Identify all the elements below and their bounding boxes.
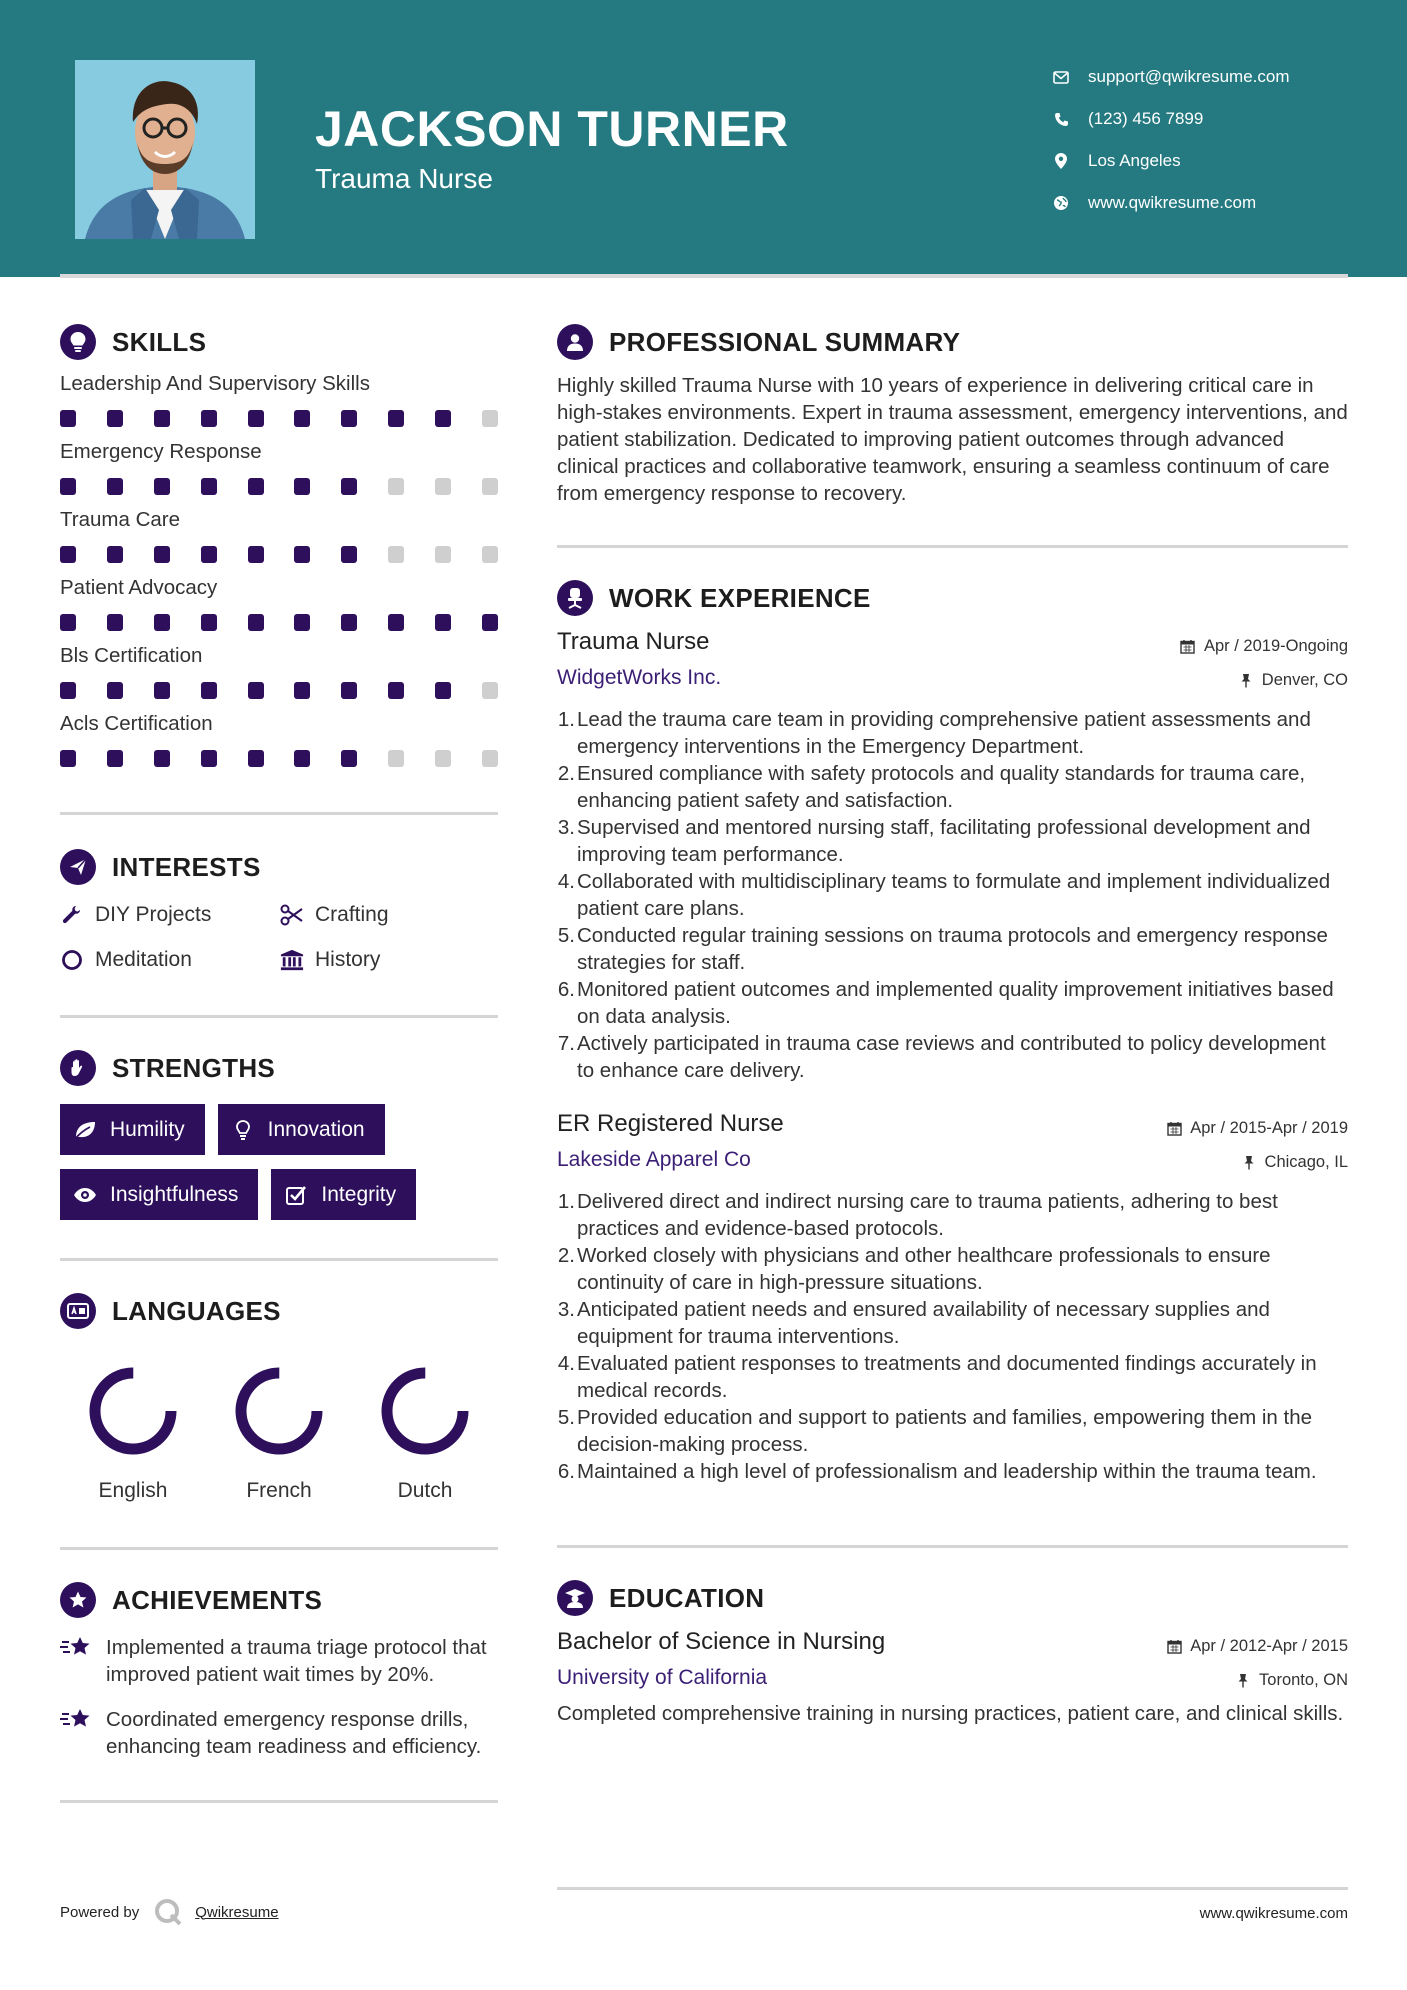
skills-heading <box>60 322 498 362</box>
profile-photo <box>75 60 255 239</box>
job-subheader <box>557 666 1348 690</box>
achievements-title: ACHIEVEMENTS <box>112 1584 323 1615</box>
skill-name: Patient Advocacy <box>60 576 218 599</box>
job-entry <box>557 628 1348 1084</box>
bullet-number: 4. <box>557 1352 575 1375</box>
job-bullet <box>557 1030 1348 1084</box>
bullet-number: 3. <box>557 816 575 839</box>
interest-label: Meditation <box>95 947 192 971</box>
paper-plane-icon <box>60 849 96 885</box>
contact-website[interactable] <box>1050 182 1290 224</box>
rating-dot-filled <box>60 614 76 631</box>
flying-star-icon <box>60 1706 94 1734</box>
bullet-number: 1. <box>557 708 575 731</box>
rating-dot-filled <box>341 750 357 767</box>
rating-dot-filled <box>248 478 264 495</box>
rating-dot-filled <box>154 750 170 767</box>
lightbulb-icon <box>230 1117 256 1143</box>
education-title: EDUCATION <box>609 1582 765 1613</box>
rating-dot-filled <box>388 682 404 699</box>
languages-heading <box>60 1291 498 1331</box>
job-bullet <box>557 760 1348 814</box>
rating-dot-filled <box>482 614 498 631</box>
strength-tag <box>271 1169 416 1220</box>
rating-dot-filled <box>294 410 310 427</box>
language-progress-arc <box>387 1373 463 1449</box>
bullet-text: Supervised and mentored nursing staff, facilitating professional development and improving team performance. <box>577 816 1311 866</box>
candidate-title: Trauma Nurse <box>315 163 493 194</box>
rating-dot-filled <box>107 682 123 699</box>
achievements-heading <box>60 1580 498 1620</box>
job-bullet <box>557 1404 1348 1458</box>
skill-rating <box>60 410 498 430</box>
section-divider <box>60 1258 498 1261</box>
rating-dot-filled <box>154 614 170 631</box>
skill-item <box>60 712 498 770</box>
achievement-text: Implemented a trauma triage protocol that improved patient wait times by 20%. <box>106 1636 487 1686</box>
job-title: ER Registered Nurse <box>557 1110 784 1137</box>
achievement-item <box>60 1706 498 1760</box>
rating-dot-filled <box>341 614 357 631</box>
check-square-icon <box>283 1182 309 1208</box>
interest-label: Crafting <box>315 902 389 926</box>
job-header <box>557 628 1348 656</box>
skill-rating <box>60 614 498 634</box>
interest-label: History <box>315 947 381 971</box>
map-pin-icon <box>1050 150 1072 172</box>
bullet-text: Worked closely with physicians and other healthcare professionals to ensure continuity of care in high-pressure situations. <box>577 1244 1271 1294</box>
education-heading <box>557 1578 1348 1618</box>
bullet-text: Actively participated in trauma case reviews and contributed to policy development to enhance care delivery. <box>577 1032 1326 1082</box>
header-divider <box>60 274 1348 278</box>
strengths-title: STRENGTHS <box>112 1052 276 1083</box>
contact-email[interactable] <box>1050 56 1290 98</box>
job-bullet <box>557 1242 1348 1296</box>
education-header <box>557 1628 1348 1656</box>
skills-list <box>60 372 498 770</box>
language-item <box>352 1361 498 1503</box>
rating-dot-filled <box>107 614 123 631</box>
job-bullet <box>557 1458 1348 1485</box>
envelope-icon <box>1050 66 1072 88</box>
summary-text: Highly skilled Trauma Nurse with 10 years of experience in delivering critical care in high-stakes environments. Expert in trauma assessment, emergency interventions, and patient stabilization. Dedicated to improving patient outcomes through advanced clinical practices and collaborative teamwork, ensuring a seamless continuum of care from emergency response to recovery. <box>557 374 1348 505</box>
job-bullets <box>557 706 1348 1084</box>
education-subheader <box>557 1666 1348 1690</box>
rating-dot-filled <box>388 614 404 631</box>
skills-title: SKILLS <box>112 326 207 357</box>
experience-heading <box>557 578 1348 618</box>
rating-dot-filled <box>341 682 357 699</box>
rating-dot-filled <box>294 546 310 563</box>
phone-icon <box>1050 108 1072 130</box>
interests-list <box>60 899 498 975</box>
hand-icon <box>60 1050 96 1086</box>
bullet-text: Conducted regular training sessions on trauma protocols and emergency response strategies for staff. <box>577 924 1328 974</box>
pushpin-icon <box>1238 673 1254 689</box>
bullet-text: Maintained a high level of professionalism and leadership within the trauma team. <box>577 1460 1317 1483</box>
strength-tag <box>60 1104 205 1155</box>
summary-title: PROFESSIONAL SUMMARY <box>609 326 961 357</box>
bullet-number: 3. <box>557 1298 575 1321</box>
rating-dot-filled <box>435 682 451 699</box>
rating-dot-empty <box>482 410 498 427</box>
right-column <box>557 322 1348 1727</box>
language-item <box>206 1361 352 1503</box>
contact-email-text: support@qwikresume.com <box>1088 67 1290 86</box>
rating-dot-filled <box>154 410 170 427</box>
rating-dot-filled <box>248 750 264 767</box>
bullet-number: 1. <box>557 1190 575 1213</box>
rating-dot-filled <box>341 546 357 563</box>
rating-dot-filled <box>341 410 357 427</box>
job-subheader <box>557 1148 1348 1172</box>
bullet-number: 2. <box>557 762 575 785</box>
interest-item <box>60 944 280 975</box>
language-progress-ring <box>375 1361 475 1461</box>
contact-location-text: Los Angeles <box>1088 151 1181 170</box>
degree-name: Bachelor of Science in Nursing <box>557 1628 886 1655</box>
job-bullet <box>557 868 1348 922</box>
interests-title: INTERESTS <box>112 851 261 882</box>
section-divider <box>60 1800 498 1803</box>
education-dates-text: Apr / 2012-Apr / 2015 <box>1190 1637 1348 1655</box>
skill-item <box>60 372 498 430</box>
rating-dot-empty <box>435 478 451 495</box>
skill-item <box>60 644 498 702</box>
rating-dot-filled <box>435 410 451 427</box>
rating-dot-filled <box>107 478 123 495</box>
company-name: Lakeside Apparel Co <box>557 1148 751 1171</box>
education-description: Completed comprehensive training in nursing practices, patient care, and clinical skills. <box>557 1702 1344 1725</box>
rating-dot-empty <box>435 546 451 563</box>
rating-dot-filled <box>154 682 170 699</box>
bullet-number: 5. <box>557 924 575 947</box>
rating-dot-filled <box>201 478 217 495</box>
rating-dot-filled <box>154 478 170 495</box>
left-column <box>60 322 498 1803</box>
rating-dot-filled <box>60 410 76 427</box>
education-location-text: Toronto, ON <box>1259 1671 1348 1689</box>
rating-dot-empty <box>435 750 451 767</box>
job-location <box>1241 1153 1348 1172</box>
interest-item <box>60 899 280 930</box>
pushpin-icon <box>1235 1673 1251 1689</box>
language-name: English <box>98 1479 168 1502</box>
strength-label: Insightfulness <box>110 1182 239 1206</box>
job-bullet <box>557 814 1348 868</box>
section-divider <box>557 1545 1348 1548</box>
bullet-text: Monitored patient outcomes and implemented quality improvement initiatives based on data analysis. <box>577 978 1334 1028</box>
skill-name: Bls Certification <box>60 644 203 667</box>
rating-dot-filled <box>60 682 76 699</box>
rating-dot-filled <box>107 750 123 767</box>
qwikresume-link[interactable]: Qwikresume <box>195 1903 279 1921</box>
achievement-text: Coordinated emergency response drills, enhancing team readiness and efficiency. <box>106 1708 482 1758</box>
job-bullet <box>557 1296 1348 1350</box>
rating-dot-filled <box>248 546 264 563</box>
job-bullet <box>557 706 1348 760</box>
job-entry <box>557 1110 1348 1485</box>
languages-title: LANGUAGES <box>112 1295 281 1326</box>
job-bullets <box>557 1188 1348 1485</box>
achievement-item <box>60 1634 498 1688</box>
experience-title: WORK EXPERIENCE <box>609 582 871 613</box>
rating-dot-empty <box>388 750 404 767</box>
wrench-icon <box>60 903 84 927</box>
skill-rating <box>60 546 498 566</box>
rating-dot-empty <box>482 750 498 767</box>
section-divider <box>557 545 1348 548</box>
rating-dot-filled <box>294 682 310 699</box>
strength-label: Integrity <box>321 1182 397 1206</box>
languages-list <box>60 1361 498 1503</box>
strength-label: Humility <box>110 1117 185 1141</box>
bullet-number: 2. <box>557 1244 575 1267</box>
strengths-list <box>60 1104 498 1220</box>
strengths-heading <box>60 1048 498 1088</box>
rating-dot-filled <box>107 410 123 427</box>
lightbulb-icon <box>60 324 96 360</box>
rating-dot-filled <box>154 546 170 563</box>
eye-icon <box>72 1182 98 1208</box>
job-header <box>557 1110 1348 1138</box>
job-dates <box>1180 637 1348 656</box>
interests-heading <box>60 847 498 887</box>
job-dates-text: Apr / 2015-Apr / 2019 <box>1190 1119 1348 1137</box>
calendar-icon <box>1166 1121 1182 1137</box>
job-bullet <box>557 1350 1348 1404</box>
skill-name: Emergency Response <box>60 440 262 463</box>
rating-dot-filled <box>248 682 264 699</box>
language-progress-arc <box>241 1373 317 1449</box>
job-title: Trauma Nurse <box>557 628 710 655</box>
bullet-number: 4. <box>557 870 575 893</box>
job-bullet <box>557 1188 1348 1242</box>
star-badge-icon <box>60 1582 96 1618</box>
rating-dot-empty <box>482 478 498 495</box>
footer-website[interactable]: www.qwikresume.com <box>1199 1905 1348 1922</box>
scissors-icon <box>280 903 304 927</box>
circle-icon <box>60 948 84 972</box>
section-divider <box>60 1015 498 1018</box>
contact-website-text: www.qwikresume.com <box>1088 193 1257 212</box>
skill-rating <box>60 682 498 702</box>
contact-location <box>1050 140 1290 182</box>
job-bullet <box>557 922 1348 976</box>
rating-dot-filled <box>201 614 217 631</box>
rating-dot-empty <box>482 682 498 699</box>
achievements-list <box>60 1634 498 1760</box>
calendar-icon <box>1166 1639 1182 1655</box>
bullet-text: Ensured compliance with safety protocols and quality standards for trauma care, enhancing patient safety and satisfaction. <box>577 762 1306 812</box>
contact-list <box>1050 56 1290 224</box>
interest-item <box>280 899 500 930</box>
rating-dot-filled <box>60 478 76 495</box>
rating-dot-filled <box>294 614 310 631</box>
rating-dot-empty <box>482 546 498 563</box>
bullet-number: 6. <box>557 1460 575 1483</box>
rating-dot-filled <box>201 682 217 699</box>
language-name: Dutch <box>397 1479 453 1502</box>
bullet-text: Evaluated patient responses to treatments and documented findings accurately in medical records. <box>577 1352 1317 1402</box>
footer-powered-by <box>60 1897 279 1927</box>
rating-dot-filled <box>60 546 76 563</box>
leaf-icon <box>72 1117 98 1143</box>
job-location-text: Chicago, IL <box>1264 1153 1348 1171</box>
calendar-icon <box>1180 639 1196 655</box>
language-card-icon <box>60 1293 96 1329</box>
rating-dot-empty <box>388 546 404 563</box>
language-progress-ring <box>229 1361 329 1461</box>
language-item <box>60 1361 206 1503</box>
rating-dot-filled <box>201 410 217 427</box>
section-divider <box>60 1547 498 1550</box>
bullet-text: Lead the trauma care team in providing comprehensive patient assessments and emergency interventions in the Emergency Department. <box>577 708 1311 758</box>
rating-dot-filled <box>294 750 310 767</box>
interest-label: DIY Projects <box>95 902 212 926</box>
contact-phone-text: (123) 456 7899 <box>1088 109 1204 128</box>
rating-dot-filled <box>435 614 451 631</box>
skill-item <box>60 576 498 634</box>
graduate-icon <box>557 1580 593 1616</box>
skill-item <box>60 440 498 498</box>
rating-dot-filled <box>248 614 264 631</box>
job-bullet <box>557 976 1348 1030</box>
contact-phone[interactable] <box>1050 98 1290 140</box>
footer-divider <box>557 1887 1348 1890</box>
rating-dot-filled <box>201 546 217 563</box>
language-progress-ring <box>83 1361 183 1461</box>
section-divider <box>60 812 498 815</box>
strength-tag <box>218 1104 385 1155</box>
globe-icon <box>1050 192 1072 214</box>
summary-heading <box>557 322 1348 362</box>
rating-dot-filled <box>341 478 357 495</box>
bullet-text: Provided education and support to patients and families, empowering them in the decision-making process. <box>577 1406 1313 1456</box>
office-chair-icon <box>557 580 593 616</box>
rating-dot-filled <box>107 546 123 563</box>
interest-item <box>280 944 500 975</box>
company-name: WidgetWorks Inc. <box>557 666 722 689</box>
qwikresume-logo-icon <box>153 1897 183 1927</box>
strength-tag <box>60 1169 258 1220</box>
skill-rating <box>60 478 498 498</box>
skill-name: Leadership And Supervisory Skills <box>60 372 370 395</box>
skill-name: Acls Certification <box>60 712 213 735</box>
rating-dot-filled <box>388 410 404 427</box>
rating-dot-empty <box>388 478 404 495</box>
bullet-number: 7. <box>557 1032 575 1055</box>
user-icon <box>557 324 593 360</box>
education-dates <box>1166 1637 1348 1656</box>
bullet-text: Collaborated with multidisciplinary teams to formulate and implement individualized patient care plans. <box>577 870 1331 920</box>
job-dates-text: Apr / 2019-Ongoing <box>1203 637 1348 655</box>
job-location-text: Denver, CO <box>1261 671 1348 689</box>
pushpin-icon <box>1241 1155 1257 1171</box>
bullet-number: 5. <box>557 1406 575 1429</box>
school-name: University of California <box>557 1666 768 1689</box>
bullet-number: 6. <box>557 978 575 1001</box>
skill-item <box>60 508 498 566</box>
rating-dot-filled <box>248 410 264 427</box>
resume-header <box>0 0 1407 277</box>
powered-by-label: Powered by <box>60 1903 140 1921</box>
rating-dot-filled <box>294 478 310 495</box>
museum-icon <box>280 948 304 972</box>
flying-star-icon <box>60 1634 94 1662</box>
bullet-text: Anticipated patient needs and ensured availability of necessary supplies and equipment for trauma interventions. <box>577 1298 1270 1348</box>
rating-dot-filled <box>60 750 76 767</box>
education-entry <box>557 1628 1348 1727</box>
job-dates <box>1166 1119 1348 1138</box>
rating-dot-filled <box>201 750 217 767</box>
job-location <box>1238 671 1348 690</box>
candidate-name: JACKSON TURNER <box>315 101 789 157</box>
bullet-text: Delivered direct and indirect nursing care to trauma patients, adhering to best practices and evidence-based protocols. <box>577 1190 1278 1240</box>
language-name: French <box>246 1479 312 1502</box>
language-progress-arc <box>95 1373 171 1449</box>
education-location <box>1235 1671 1348 1690</box>
skill-name: Trauma Care <box>60 508 180 531</box>
strength-label: Innovation <box>267 1117 365 1141</box>
skill-rating <box>60 750 498 770</box>
